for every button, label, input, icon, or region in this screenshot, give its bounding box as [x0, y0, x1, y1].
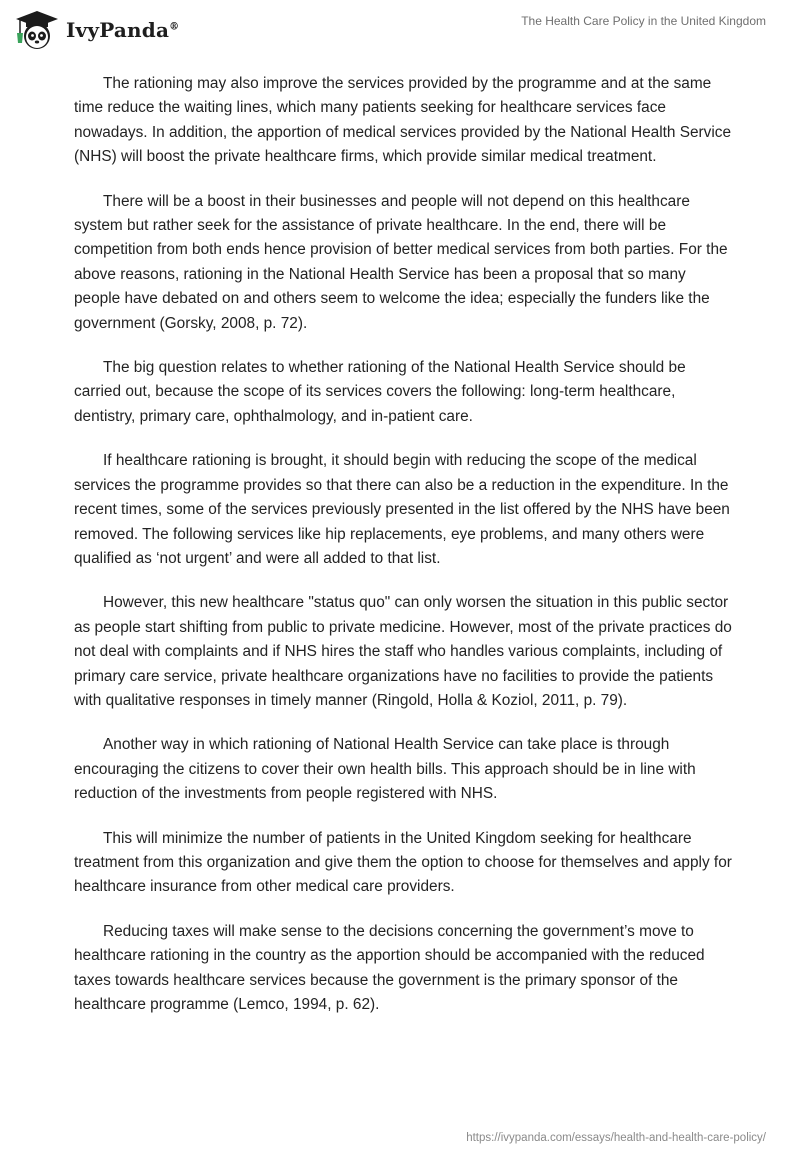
paragraph: The big question relates to whether rationing of the National Health Service should be carried out, because the scope of its services covers the following: long-term healthcare, dentistry, primary care, ophthalmology, and in-patient care. [74, 359, 686, 425]
page-header [0, 0, 800, 60]
paragraph: If healthcare rationing is brought, it should begin with reducing the scope of the medical services the programme provides so that there can also be a reduction in the expenditure. In the recent times, some of the services previously presented in the list offered by the NHS have been removed. The following services like hip replacements, eye problems, and many others were qualified as ‘not urgent’ and were all added to that list. [74, 452, 730, 567]
paragraph: Reducing taxes will make sense to the decisions concerning the government’s move to healthcare rationing in the country as the apportion should be accompanied with the reduced taxes towards healthcare services because the government is the primary sponsor of the healthcare programme (Lemco, 1994, p. 62). [74, 922, 705, 1013]
source-url[interactable]: https://ivypanda.com/essays/health-and-health-care-policy/ [466, 1132, 766, 1144]
paragraph: The rationing may also improve the services provided by the programme and at the same time reduce the waiting lines, which many patients seeking for healthcare services face nowadays. In addition, the apportion of medical services provided by the National Health Service (NHS) will boost the private healthcare firms, which provide similar medical treatment. [74, 75, 732, 166]
paragraph: This will minimize the number of patients in the United Kingdom seeking for healthcare treatment from this organization and give them the option to choose for themselves and apply for healthcare insurance from other medical care providers. [74, 829, 732, 896]
brand-name: IvyPanda® [66, 18, 180, 42]
paragraph: There will be a boost in their businesses and people will not depend on this healthcare system but rather seek for the assistance of private healthcare. In the end, there will be competition from both ends hence provision of better medical services from both parties. For the above reasons, rationing in the National Health Service has been a proposal that so many people have debated on and others seem to welcome the idea; especially the funders like the government (Gorsky, 2008, p. 72). [74, 192, 728, 332]
ivypanda-logo[interactable] [14, 8, 179, 52]
document-title: The Health Care Policy in the United Kingdom [521, 14, 766, 28]
paragraph: However, this new healthcare "status quo" can only worsen the situation in this public sector as people start shifting from public to private medicine. However, most of the private practices do not deal with complaints and if NHS hires the staff who handles various complaints, including of primary care service, private healthcare organizations have no facilities to provide the patients with qualitative responses in timely manner (Ringold, Holla & Koziol, 2011, p. 79). [74, 594, 732, 709]
panda-graduate-icon [14, 9, 60, 51]
paragraph: Another way in which rationing of National Health Service can take place is through encouraging the citizens to cover their own health bills. This approach should be in line with reduction of the investments from people registered with NHS. [74, 736, 696, 803]
essay-body [74, 72, 734, 1037]
